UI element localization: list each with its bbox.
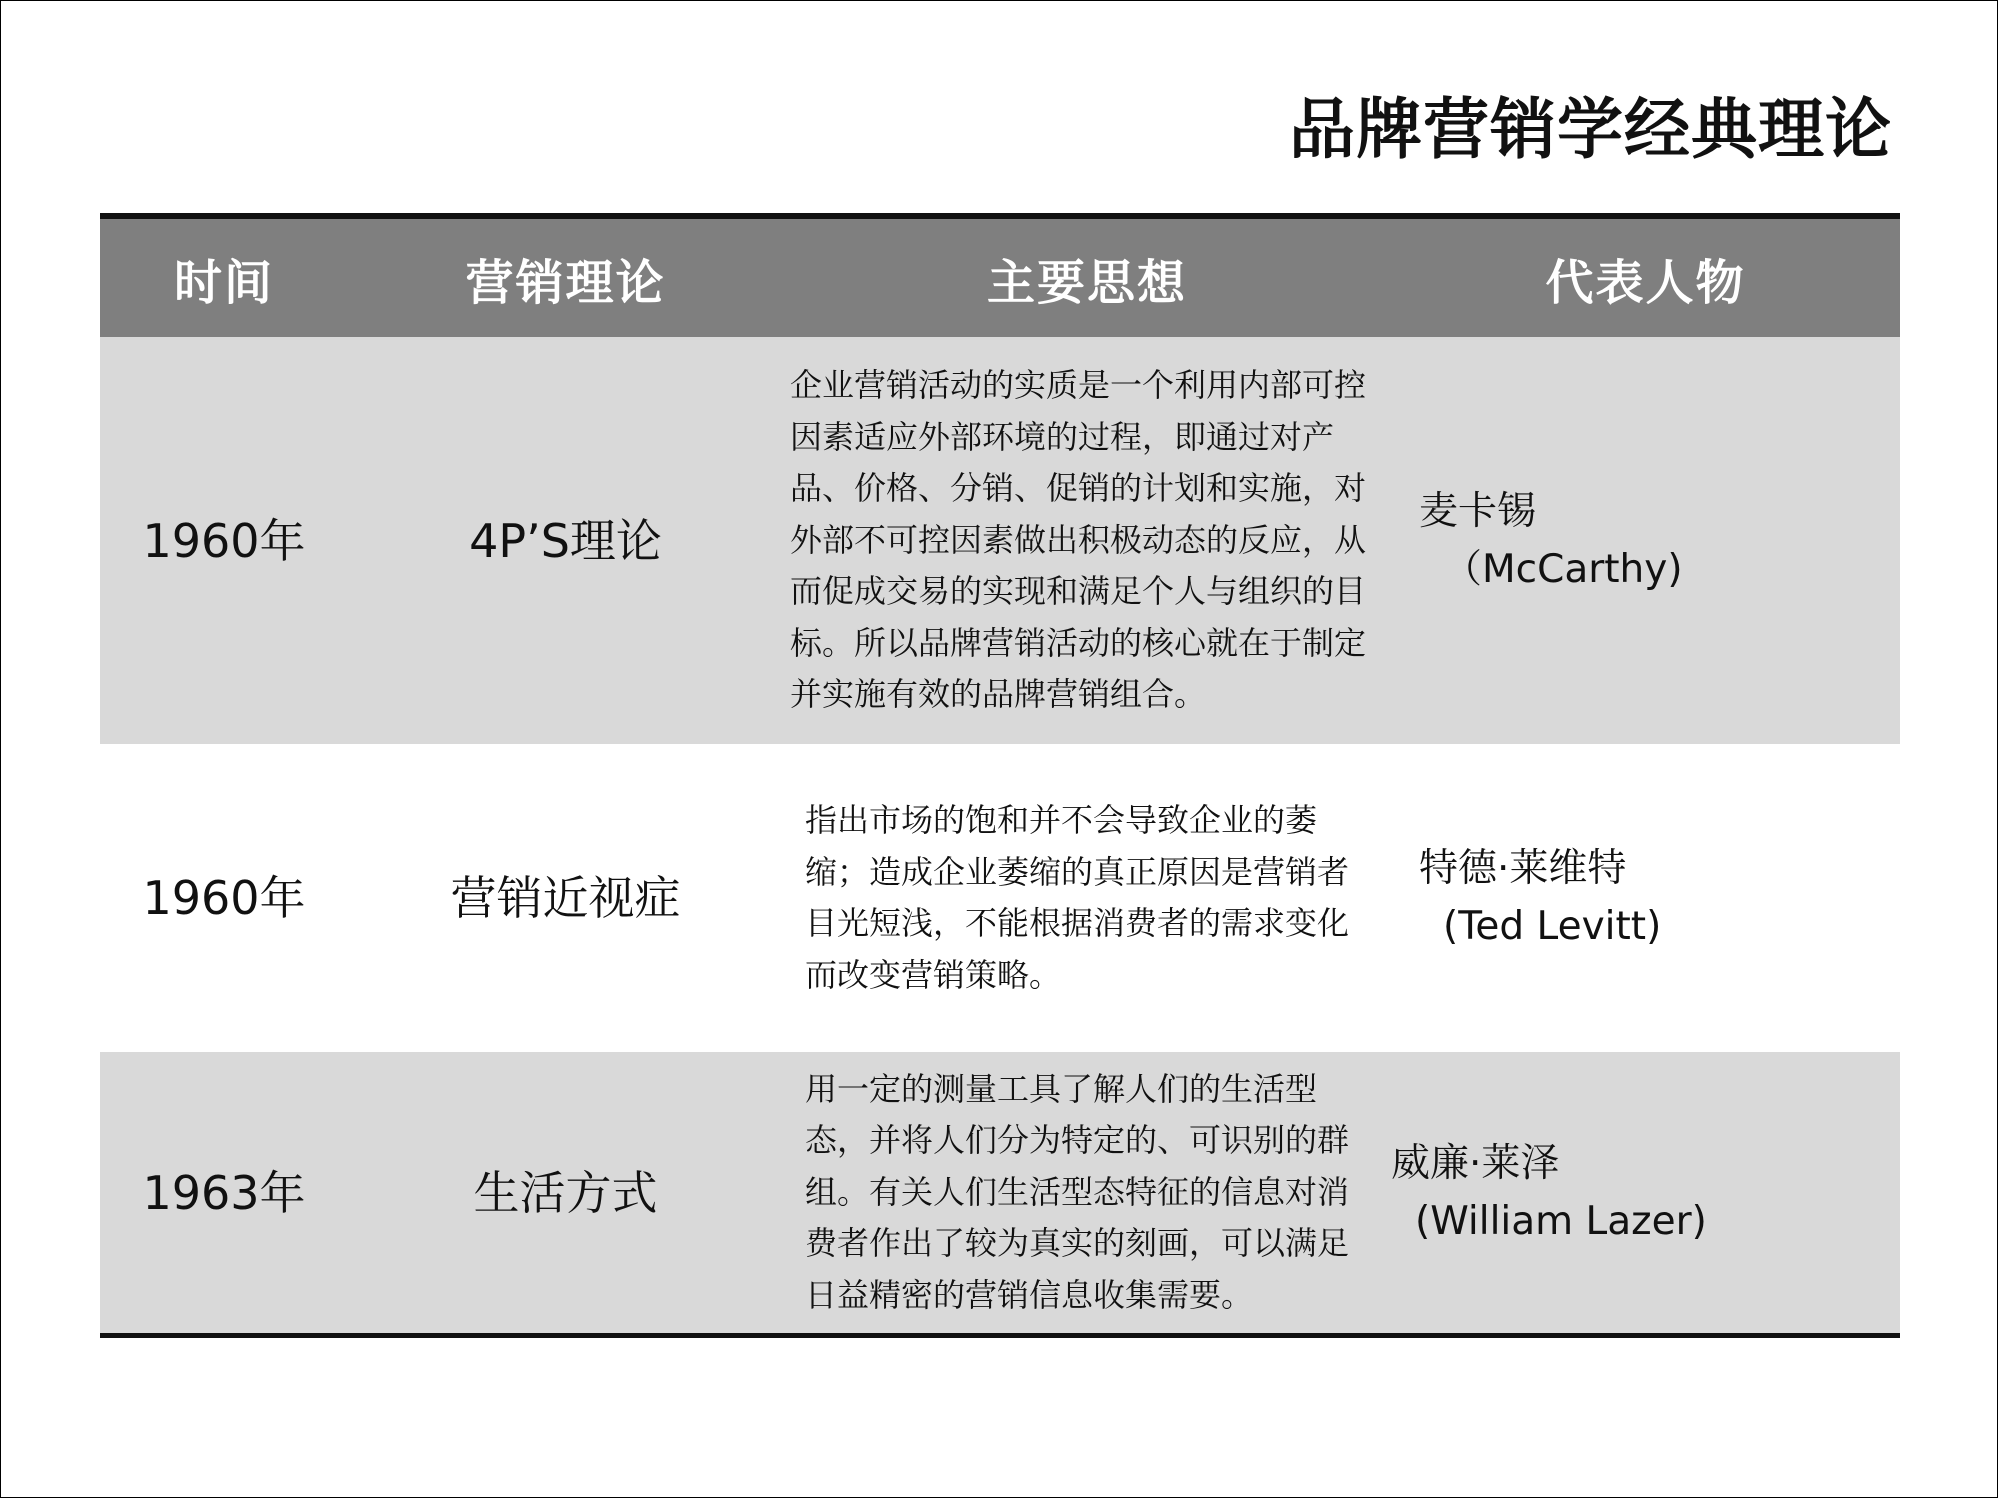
- person-name-cn: 威廉·莱泽: [1391, 1140, 1560, 1186]
- header-person: 代表人物: [1545, 254, 1746, 311]
- time-cell: 1963年: [142, 1165, 306, 1220]
- header-time: 时间: [173, 254, 274, 311]
- table-row: [100, 1052, 1900, 1333]
- page-title: 品牌营销学经典理论: [1289, 91, 1892, 168]
- theory-cell: 4P’S理论: [469, 513, 662, 568]
- person-name-en: (William Lazer): [1415, 1198, 1707, 1244]
- theory-cell: 营销近视症: [450, 871, 681, 925]
- time-cell: 1960年: [142, 513, 306, 568]
- idea-cell: 企业营销活动的实质是一个利用内部可控因素适应外部环境的过程，即通过对产品、价格、分销、促销的计划和实施，对外部不可控因素做出积极动态的反应，从而促成交易的实现和满足个人与组织的目标。所以品牌营销活动的核心就在于制定并实施有效的品牌营销组合。: [790, 366, 1367, 714]
- person-cell: [1391, 483, 1900, 599]
- person-cell: [1391, 840, 1900, 956]
- header-theory: 营销理论: [465, 254, 666, 311]
- theory-table: [100, 213, 1900, 1338]
- person-name-en: (Ted Levitt): [1443, 904, 1662, 949]
- table-bottom-rule: [100, 1333, 1900, 1338]
- person-name-cn: 麦卡锡: [1419, 488, 1537, 534]
- header-idea: 主要思想: [986, 254, 1187, 311]
- idea-cell: 指出市场的饱和并不会导致企业的萎缩；造成企业萎缩的真正原因是营销者目光短浅，不能根据消费者的需求变化而改变营销策略。: [805, 801, 1350, 994]
- table-row: [100, 337, 1900, 744]
- time-cell: 1960年: [142, 871, 306, 925]
- person-cell: [1391, 1135, 1900, 1251]
- person-name-cn: 特德·莱维特: [1419, 846, 1627, 891]
- table-header: [100, 219, 1900, 337]
- theory-cell: 生活方式: [473, 1165, 658, 1220]
- idea-cell: 用一定的测量工具了解人们的生活型态，并将人们分为特定的、可识别的群组。有关人们生活型态特征的信息对消费者作出了较为真实的刻画，可以满足日益精密的营销信息收集需要。: [805, 1069, 1350, 1314]
- person-name-en: （McCarthy): [1443, 546, 1683, 592]
- table-row: [100, 744, 1900, 1052]
